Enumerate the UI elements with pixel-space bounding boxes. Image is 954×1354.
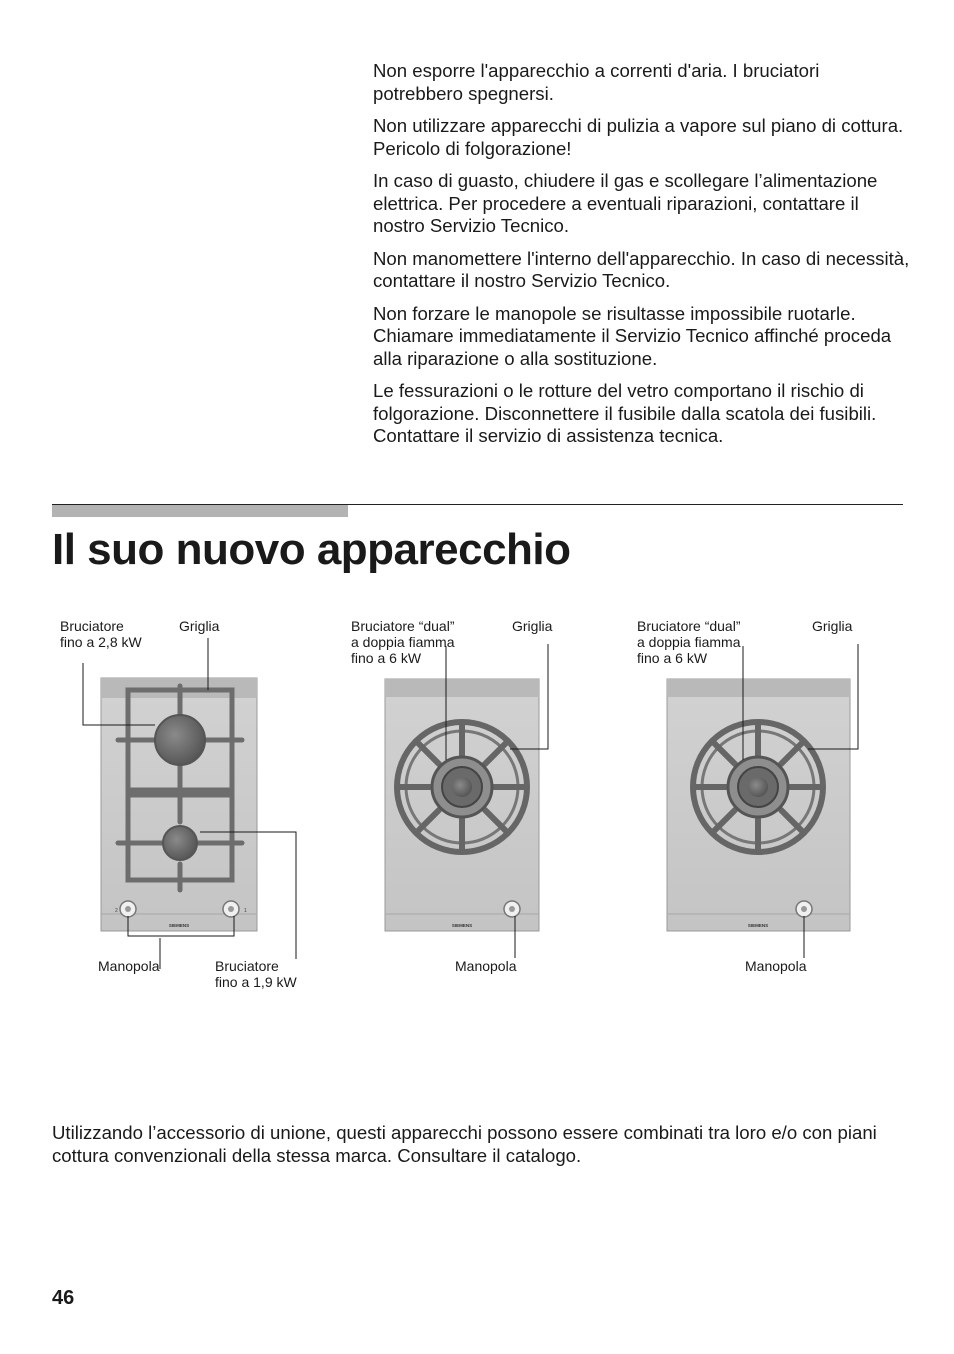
- label-hob3-burner: Bruciatore “dual” a doppia fiamma fino a 6 kW: [637, 618, 741, 666]
- brand-logo-hob1: SIEMENS: [168, 923, 190, 928]
- footer-paragraph: Utilizzando l’accessorio di unione, questi apparecchi possono essere combinati tra loro e/o con piani cottura convenzionali della stessa marca. Consultare il catalogo.: [52, 1122, 877, 1166]
- safety-paragraph-1: Non esporre l'apparecchio a correnti d'aria. I bruciatori potrebbero spegnersi.: [373, 60, 820, 104]
- brand-logo-hob2: SIEMENS: [451, 923, 473, 928]
- hob-two-burners: [101, 678, 257, 931]
- label-hob1-burner-large: Bruciatore fino a 2,8 kW: [60, 618, 142, 650]
- label-hob3-knob: Manopola: [745, 958, 807, 974]
- safety-paragraph-6: Le fessurazioni o le rotture del vetro comportano il rischio di folgorazione. Disconnettere il fusibile dalla scatola dei fusibili. Contattare il servizio di assistenza tecnica.: [373, 380, 877, 446]
- safety-paragraph-3: In caso di guasto, chiudere il gas e scollegare l’alimentazione elettrica. Per procedere a eventuali riparazioni, contattare il nostro Servizio Tecnico.: [373, 170, 878, 236]
- small-burner-cap: [163, 826, 197, 860]
- brand-logo-hob3: SIEMENS: [747, 923, 769, 928]
- safety-paragraph-5: Non forzare le manopole se risultasse impossibile ruotarle. Chiamare immediatamente il Servizio Tecnico affinché proceda alla riparazione o alla sostituzione.: [373, 302, 892, 369]
- large-burner-cap: [155, 715, 205, 765]
- label-hob2-knob: Manopola: [455, 958, 517, 974]
- hob-wok-1: [385, 679, 539, 931]
- label-hob1-knob: Manopola: [98, 958, 160, 974]
- wok-grid-hob2: [397, 722, 527, 852]
- label-hob1-burner-small: Bruciatore fino a 1,9 kW: [215, 958, 297, 990]
- knob-mark-2: 2: [115, 908, 118, 914]
- page-number: 46: [52, 1287, 75, 1309]
- wok-grid-hob3: [693, 722, 823, 852]
- label-hob2-grid: Griglia: [512, 618, 553, 634]
- section-rule-bar: [52, 505, 348, 517]
- appliance-figure: [0, 600, 954, 1000]
- safety-instructions: [373, 60, 913, 458]
- label-hob3-grid: Griglia: [812, 618, 853, 634]
- safety-paragraph-2: Non utilizzare apparecchi di pulizia a vapore sul piano di cottura. Pericolo di folgorazione!: [373, 115, 904, 159]
- label-hob1-grid: Griglia: [179, 618, 220, 634]
- knob-mark-1: 1: [244, 908, 247, 914]
- label-hob2-burner: Bruciatore “dual” a doppia fiamma fino a 6 kW: [351, 618, 455, 666]
- section-title: Il suo nuovo apparecchio: [52, 525, 571, 574]
- safety-paragraph-4: Non manomettere l'interno dell'apparecchio. In caso di necessità, contattare il nostro Servizio Tecnico.: [373, 247, 910, 291]
- hob-wok-2: [667, 679, 850, 931]
- appliance-illustration: [0, 600, 954, 1000]
